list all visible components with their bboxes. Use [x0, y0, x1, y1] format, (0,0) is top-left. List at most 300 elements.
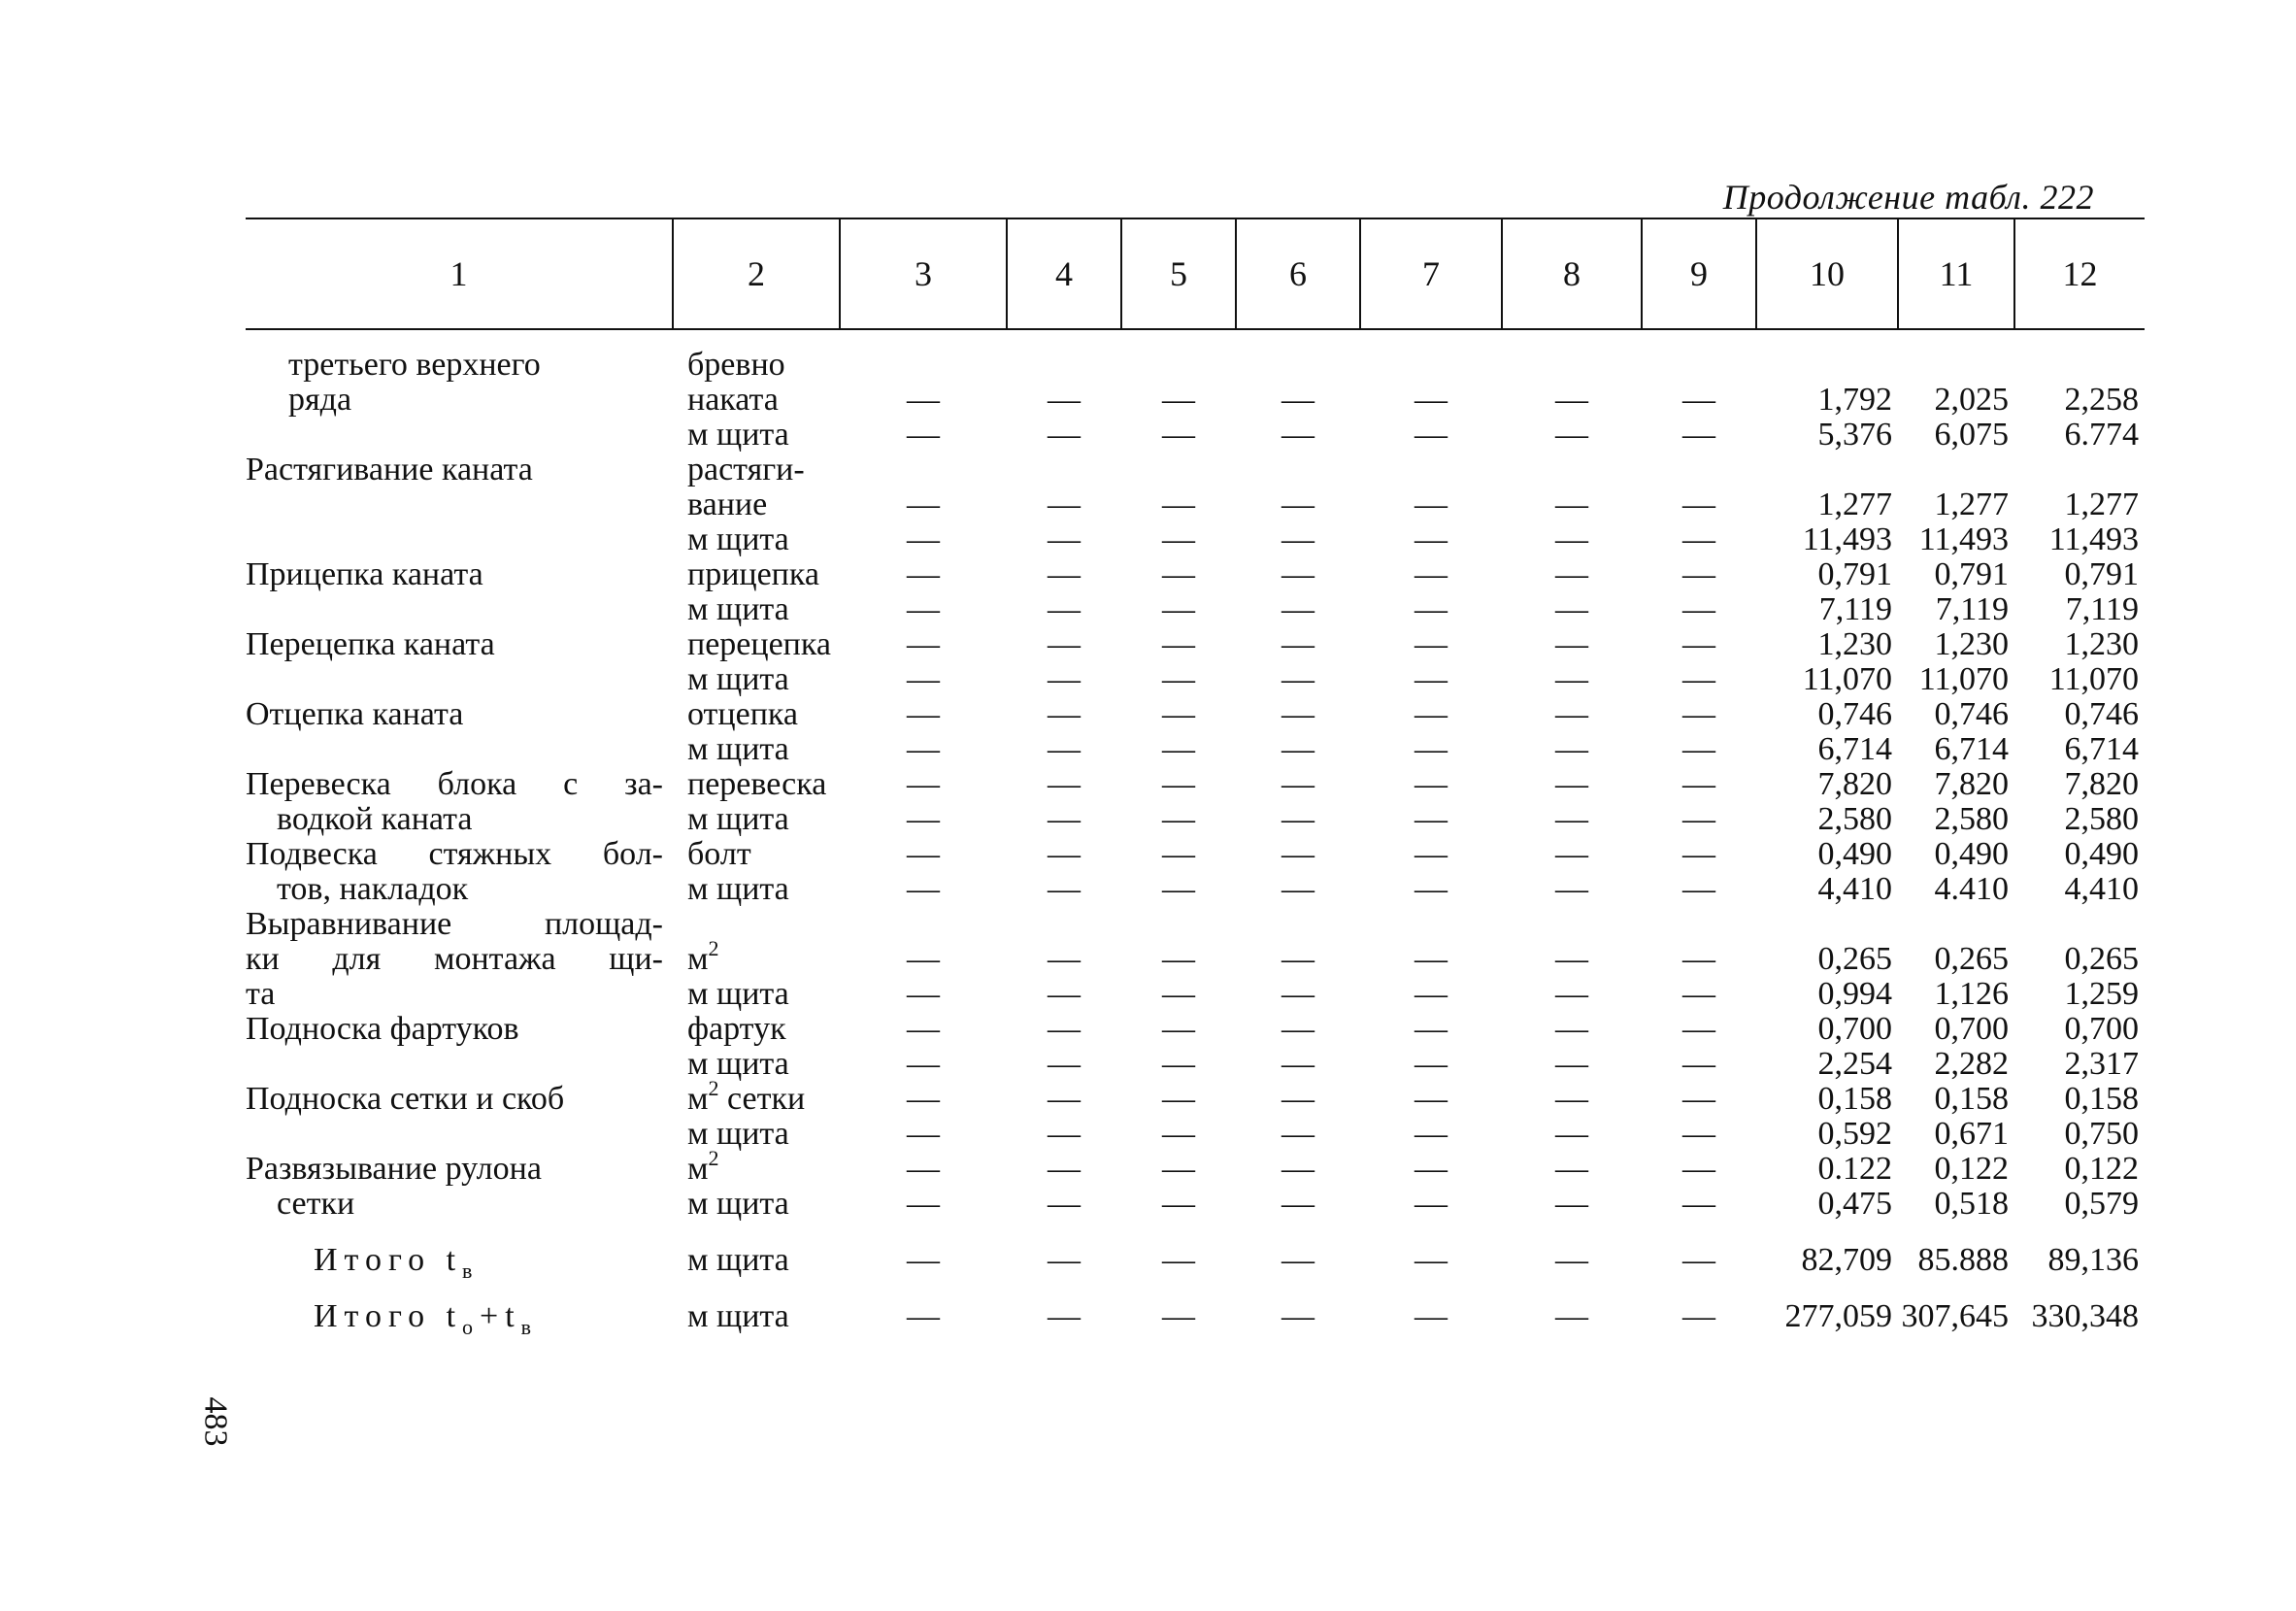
operation-name-line: Отцепка каната — [246, 696, 464, 732]
value — [1898, 453, 2009, 487]
value: 85.888 — [1917, 1242, 2009, 1278]
dash-mark: — — [1682, 591, 1715, 627]
dash-mark: — — [907, 1242, 940, 1278]
dash-mark: — — [1682, 661, 1715, 697]
dash-mark: — — [1281, 487, 1314, 522]
value: 11,070 — [1918, 661, 2009, 697]
col-6-cell — [1236, 1152, 1360, 1222]
dash-mark: — — [1555, 487, 1588, 522]
dash-mark: — — [1414, 382, 1447, 418]
dash-mark: — — [1414, 417, 1447, 453]
unit-line: м щита — [687, 976, 789, 1012]
col-6-cell — [1236, 557, 1360, 627]
col-9-cell — [1642, 697, 1756, 767]
value: 6,075 — [1934, 417, 2009, 453]
value: 0,791 — [2064, 556, 2139, 592]
dash-mark: — — [1281, 976, 1314, 1012]
dash-mark: — — [1555, 1186, 1588, 1222]
table-row — [246, 627, 2145, 697]
value: 6.774 — [2064, 417, 2139, 453]
col-header-9: 9 — [1642, 218, 1756, 329]
unit-cell — [673, 697, 840, 767]
dash-mark: — — [1682, 1046, 1715, 1082]
dash-mark: — — [1281, 417, 1314, 453]
col-3-cell — [840, 1278, 1007, 1334]
dash-mark: — — [1162, 556, 1195, 592]
dash-mark: — — [1414, 1046, 1447, 1082]
table-row — [246, 453, 2145, 557]
operation-name — [246, 1012, 673, 1082]
value: 6,714 — [1934, 731, 2009, 767]
value: 7,820 — [2064, 766, 2139, 802]
operation-name — [246, 907, 673, 1012]
dash-mark — [1236, 453, 1360, 487]
dash-mark: — — [1162, 1011, 1195, 1047]
col-9-cell — [1642, 1278, 1756, 1334]
col-12-cell — [2014, 453, 2145, 557]
dash-mark: — — [1555, 801, 1588, 837]
value: 0,490 — [1817, 836, 1892, 872]
col-9-cell — [1642, 837, 1756, 907]
operation-name-line: Прицепка каната — [246, 556, 483, 592]
col-8-cell — [1502, 907, 1642, 1012]
value: 0,746 — [1934, 696, 2009, 732]
col-9-cell — [1642, 1222, 1756, 1278]
value: 11,070 — [1802, 661, 1892, 697]
value — [1756, 348, 1892, 383]
dash-mark: — — [1555, 591, 1588, 627]
unit-line: перецепка — [687, 626, 831, 662]
dash-mark: — — [1682, 1151, 1715, 1187]
col-11-cell — [1898, 907, 2014, 1012]
dash-mark: — — [1414, 521, 1447, 557]
dash-mark: — — [1162, 941, 1195, 977]
value: 7,119 — [2065, 591, 2139, 627]
dash-mark: — — [1682, 766, 1715, 802]
unit-line: отцепка — [687, 696, 798, 732]
value: 0,579 — [2064, 1186, 2139, 1222]
dash-mark — [1360, 348, 1502, 383]
dash-mark: — — [1281, 1046, 1314, 1082]
dash-mark: — — [1414, 1298, 1447, 1334]
value: 0,671 — [1934, 1116, 2009, 1152]
dash-mark: — — [1682, 1298, 1715, 1334]
dash-mark: — — [1162, 871, 1195, 907]
col-12-cell — [2014, 627, 2145, 697]
dash-mark: — — [1555, 941, 1588, 977]
value: 1,277 — [2064, 487, 2139, 522]
value: 0,265 — [1934, 941, 2009, 977]
dash-mark: — — [1682, 382, 1715, 418]
dash-mark — [1121, 453, 1236, 487]
dash-mark — [1007, 907, 1121, 942]
unit-line: перевеска — [687, 766, 827, 802]
dash-mark: — — [1281, 1186, 1314, 1222]
dash-mark: — — [1414, 976, 1447, 1012]
col-header-7: 7 — [1360, 218, 1502, 329]
dash-mark: — — [1414, 556, 1447, 592]
col-10-cell — [1756, 1012, 1898, 1082]
dash-mark — [1007, 348, 1121, 383]
dash-mark: — — [1414, 1242, 1447, 1278]
col-7-cell — [1360, 1012, 1502, 1082]
value: 0,490 — [1934, 836, 2009, 872]
dash-mark — [1236, 348, 1360, 383]
col-3-cell — [840, 1222, 1007, 1278]
dash-mark: — — [1682, 871, 1715, 907]
value: 0,475 — [1817, 1186, 1892, 1222]
dash-mark: — — [907, 1151, 940, 1187]
dash-mark: — — [1048, 766, 1081, 802]
dash-mark: — — [1048, 836, 1081, 872]
col-7-cell — [1360, 1082, 1502, 1152]
col-12-cell — [2014, 1152, 2145, 1222]
dash-mark — [1502, 907, 1642, 942]
value: 1,230 — [1934, 626, 2009, 662]
value: 1,230 — [1817, 626, 1892, 662]
col-7-cell — [1360, 329, 1502, 453]
operation-name-line: ряда — [288, 382, 352, 418]
value: 0,700 — [1934, 1011, 2009, 1047]
value: 89,136 — [2047, 1242, 2139, 1278]
value: 0,490 — [2064, 836, 2139, 872]
col-6-cell — [1236, 767, 1360, 837]
dash-mark: — — [1281, 382, 1314, 418]
value: 0,518 — [1934, 1186, 2009, 1222]
col-11-cell — [1898, 557, 2014, 627]
operation-name-line: сетки — [277, 1186, 355, 1222]
col-9-cell — [1642, 627, 1756, 697]
table-body — [246, 329, 2145, 1339]
dash-mark: — — [1162, 417, 1195, 453]
dash-mark: — — [1048, 487, 1081, 522]
col-7-cell — [1360, 627, 1502, 697]
col-11-cell — [1898, 697, 2014, 767]
table-row — [246, 907, 2145, 1012]
col-10-cell — [1756, 329, 1898, 453]
col-4-cell — [1007, 453, 1121, 557]
col-11-cell — [1898, 453, 2014, 557]
col-6-cell — [1236, 1012, 1360, 1082]
col-11-cell — [1898, 837, 2014, 907]
dash-mark: — — [1555, 1298, 1588, 1334]
col-9-cell — [1642, 1082, 1756, 1152]
dash-mark: — — [1162, 1186, 1195, 1222]
col-7-cell — [1360, 697, 1502, 767]
dash-mark: — — [1682, 731, 1715, 767]
dash-mark: — — [1281, 766, 1314, 802]
dash-mark: — — [1162, 487, 1195, 522]
col-8-cell — [1502, 1222, 1642, 1278]
value: 7,119 — [1818, 591, 1892, 627]
dash-mark — [1642, 907, 1756, 942]
value: 0.122 — [1817, 1151, 1892, 1187]
dash-mark: — — [907, 661, 940, 697]
value: 2,258 — [2064, 382, 2139, 418]
col-11-cell — [1898, 329, 2014, 453]
dash-mark: — — [1162, 801, 1195, 837]
col-7-cell — [1360, 557, 1502, 627]
value: 0,700 — [1817, 1011, 1892, 1047]
col-10-cell — [1756, 557, 1898, 627]
col-3-cell — [840, 837, 1007, 907]
dash-mark: — — [1162, 731, 1195, 767]
unit-line: вание — [687, 487, 768, 522]
dash-mark: — — [1048, 626, 1081, 662]
dash-mark — [840, 453, 1007, 487]
table-row — [246, 557, 2145, 627]
dash-mark: — — [1555, 417, 1588, 453]
col-10-cell — [1756, 627, 1898, 697]
col-8-cell — [1502, 627, 1642, 697]
value: 0,750 — [2064, 1116, 2139, 1152]
col-6-cell — [1236, 453, 1360, 557]
dash-mark: — — [1281, 661, 1314, 697]
dash-mark: — — [1414, 1011, 1447, 1047]
dash-mark: — — [1414, 1081, 1447, 1117]
col-12-cell — [2014, 1222, 2145, 1278]
dash-mark: — — [1682, 556, 1715, 592]
value: 2,580 — [2064, 801, 2139, 837]
dash-mark: — — [1281, 801, 1314, 837]
col-10-cell — [1756, 907, 1898, 1012]
col-7-cell — [1360, 1222, 1502, 1278]
table-row — [246, 767, 2145, 837]
unit-cell — [673, 557, 840, 627]
dash-mark: — — [1682, 1116, 1715, 1152]
dash-mark: — — [1048, 382, 1081, 418]
operation-name — [246, 453, 673, 557]
dash-mark: — — [1048, 1186, 1081, 1222]
value: 1,792 — [1817, 382, 1892, 418]
value: 4,410 — [2064, 871, 2139, 907]
col-4-cell — [1007, 767, 1121, 837]
col-6-cell — [1236, 329, 1360, 453]
dash-mark: — — [1414, 696, 1447, 732]
dash-mark: — — [1555, 1116, 1588, 1152]
dash-mark: — — [1281, 1116, 1314, 1152]
col-9-cell — [1642, 767, 1756, 837]
col-5-cell — [1121, 1152, 1236, 1222]
unit-line: растяги- — [687, 452, 805, 487]
dash-mark: — — [1162, 696, 1195, 732]
norms-table — [246, 218, 2145, 1339]
unit-line: м щита — [687, 1242, 789, 1278]
unit-line: бревно — [687, 347, 785, 383]
dash-mark: — — [1555, 1242, 1588, 1278]
dash-mark: — — [1048, 521, 1081, 557]
dash-mark: — — [1162, 521, 1195, 557]
operation-name — [246, 697, 673, 767]
dash-mark: — — [907, 521, 940, 557]
operation-name-line: та — [246, 976, 276, 1012]
value — [2014, 453, 2139, 487]
dash-mark: — — [1682, 1011, 1715, 1047]
col-header-12: 12 — [2014, 218, 2145, 329]
col-12-cell — [2014, 1082, 2145, 1152]
dash-mark: — — [1048, 731, 1081, 767]
col-7-cell — [1360, 453, 1502, 557]
operation-name-line: Подвеска стяжных бол- — [246, 836, 663, 872]
dash-mark: — — [1555, 871, 1588, 907]
col-12-cell — [2014, 1278, 2145, 1334]
dash-mark: — — [1162, 1151, 1195, 1187]
value — [1756, 907, 1892, 942]
dash-mark: — — [1414, 487, 1447, 522]
col-7-cell — [1360, 907, 1502, 1012]
dash-mark: — — [907, 1298, 940, 1334]
dash-mark: — — [1048, 1046, 1081, 1082]
unit-line: $м^2$ сетки — [687, 1076, 806, 1117]
unit-line: прицепка — [687, 556, 819, 592]
col-8-cell — [1502, 453, 1642, 557]
operation-name-line: Растягивание каната — [246, 452, 533, 487]
total-label — [246, 1278, 673, 1339]
value: 0,265 — [2064, 941, 2139, 977]
dash-mark: — — [1048, 1116, 1081, 1152]
value: 7,820 — [1934, 766, 2009, 802]
operation-name-line: третьего верхнего — [288, 347, 541, 383]
col-11-cell — [1898, 1152, 2014, 1222]
col-12-cell — [2014, 907, 2145, 1012]
unit-line: м щита — [687, 591, 789, 627]
col-8-cell — [1502, 1278, 1642, 1334]
dash-mark: — — [1162, 976, 1195, 1012]
operation-name — [246, 1082, 673, 1152]
col-5-cell — [1121, 1012, 1236, 1082]
value: 4,410 — [1817, 871, 1892, 907]
unit-line: м щита — [687, 1186, 789, 1222]
dash-mark: — — [907, 836, 940, 872]
col-6-cell — [1236, 1082, 1360, 1152]
col-12-cell — [2014, 329, 2145, 453]
unit-line: $м^2$ — [687, 936, 719, 977]
dash-mark: — — [907, 1011, 940, 1047]
dash-mark: — — [1162, 661, 1195, 697]
total-row — [246, 1222, 2145, 1278]
unit-cell — [673, 907, 840, 1012]
dash-mark: — — [907, 766, 940, 802]
dash-mark: — — [1555, 766, 1588, 802]
col-3-cell — [840, 767, 1007, 837]
dash-mark: — — [1162, 626, 1195, 662]
dash-mark: — — [1555, 696, 1588, 732]
col-8-cell — [1502, 329, 1642, 453]
header-row — [246, 218, 2145, 329]
col-10-cell — [1756, 767, 1898, 837]
col-5-cell — [1121, 627, 1236, 697]
value: 6,714 — [2064, 731, 2139, 767]
operation-name — [246, 837, 673, 907]
dash-mark: — — [1555, 382, 1588, 418]
dash-mark — [1502, 348, 1642, 383]
unit-cell — [673, 1012, 840, 1082]
dash-mark: — — [1682, 976, 1715, 1012]
dash-mark: — — [1555, 1046, 1588, 1082]
col-9-cell — [1642, 453, 1756, 557]
col-10-cell — [1756, 1152, 1898, 1222]
col-7-cell — [1360, 1152, 1502, 1222]
value: 2,317 — [2064, 1046, 2139, 1082]
dash-mark: — — [1162, 1242, 1195, 1278]
unit-line: м щита — [687, 801, 789, 837]
dash-mark: — — [1281, 1242, 1314, 1278]
value — [2014, 348, 2139, 383]
value: 5,376 — [1817, 417, 1892, 453]
col-6-cell — [1236, 837, 1360, 907]
col-header-11: 11 — [1898, 218, 2014, 329]
col-9-cell — [1642, 557, 1756, 627]
col-3-cell — [840, 1012, 1007, 1082]
dash-mark: — — [1048, 1151, 1081, 1187]
dash-mark: — — [1682, 941, 1715, 977]
dash-mark: — — [1414, 766, 1447, 802]
col-9-cell — [1642, 1152, 1756, 1222]
dash-mark: — — [1414, 661, 1447, 697]
dash-mark: — — [1555, 556, 1588, 592]
dash-mark: — — [1048, 1298, 1081, 1334]
unit-line: м щита — [687, 731, 789, 767]
dash-mark: — — [1281, 1081, 1314, 1117]
unit-line: болт — [687, 836, 751, 872]
unit-cell — [673, 767, 840, 837]
col-8-cell — [1502, 767, 1642, 837]
operation-name-line: водкой каната — [277, 801, 473, 837]
dash-mark: — — [1281, 626, 1314, 662]
col-5-cell — [1121, 907, 1236, 1012]
col-12-cell — [2014, 557, 2145, 627]
col-8-cell — [1502, 697, 1642, 767]
dash-mark: — — [1555, 1081, 1588, 1117]
dash-mark: — — [1682, 696, 1715, 732]
dash-mark: — — [1281, 556, 1314, 592]
dash-mark: — — [1414, 836, 1447, 872]
col-6-cell — [1236, 907, 1360, 1012]
dash-mark: — — [1281, 1011, 1314, 1047]
col-10-cell — [1756, 1278, 1898, 1334]
total-label-text: Итого $t_о+t_в$ — [314, 1298, 539, 1339]
dash-mark: — — [1048, 941, 1081, 977]
col-11-cell — [1898, 1278, 2014, 1334]
table-row — [246, 697, 2145, 767]
value: 0,994 — [1817, 976, 1892, 1012]
dash-mark: — — [1555, 836, 1588, 872]
dash-mark: — — [1162, 382, 1195, 418]
col-8-cell — [1502, 1152, 1642, 1222]
col-12-cell — [2014, 1012, 2145, 1082]
col-5-cell — [1121, 837, 1236, 907]
unit-cell — [673, 329, 840, 453]
col-4-cell — [1007, 627, 1121, 697]
dash-mark: — — [1414, 1151, 1447, 1187]
dash-mark — [1121, 348, 1236, 383]
value: 1,277 — [1934, 487, 2009, 522]
dash-mark: — — [1414, 801, 1447, 837]
value: 2,254 — [1817, 1046, 1892, 1082]
unit-line: м щита — [687, 1046, 789, 1082]
dash-mark: — — [1682, 521, 1715, 557]
col-4-cell — [1007, 1152, 1121, 1222]
dash-mark: — — [1682, 1186, 1715, 1222]
col-3-cell — [840, 1152, 1007, 1222]
dash-mark: — — [1682, 801, 1715, 837]
dash-mark: — — [1414, 591, 1447, 627]
col-5-cell — [1121, 697, 1236, 767]
unit-cell — [673, 453, 840, 557]
value: 0,158 — [2064, 1081, 2139, 1117]
value: 7,119 — [1935, 591, 2009, 627]
dash-mark: — — [1414, 626, 1447, 662]
